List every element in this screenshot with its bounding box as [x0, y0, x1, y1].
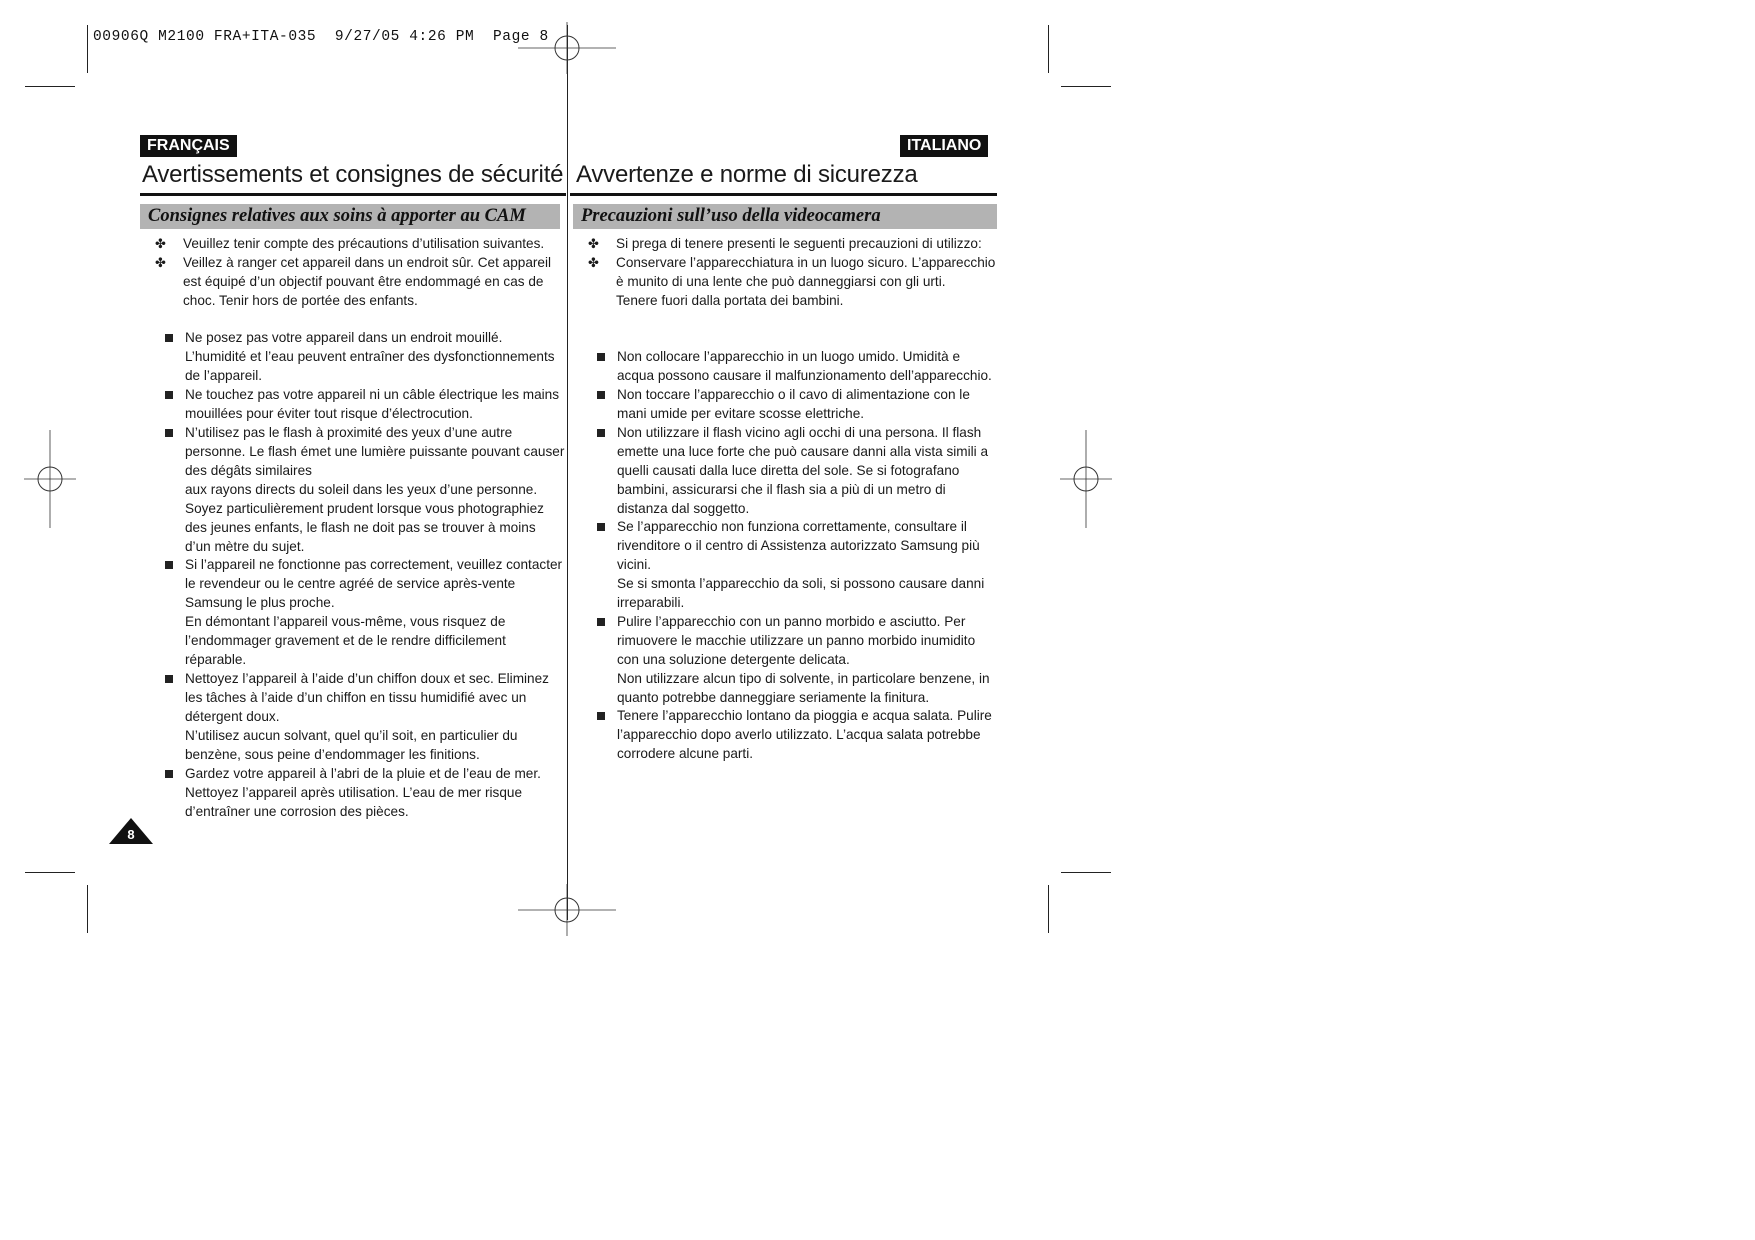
crop-mark	[1048, 885, 1049, 933]
item-text: Non toccare l’apparecchio o il cavo di alimentazione con le mani umide per evitare scosse elettriche.	[617, 387, 970, 421]
square-bullet-icon	[597, 523, 605, 531]
square-bullet-icon	[165, 675, 173, 683]
section-heading-it: Precauzioni sull’uso della videocamera	[573, 204, 997, 229]
item-text: Gardez votre appareil à l’abri de la pluie et de l’eau de mer. Nettoyez l’appareil après utilisation. L’eau de mer risque d’entraîner une corrosion des pièces.	[185, 766, 541, 819]
bullet-item-it	[597, 347, 998, 385]
item-text: Ne posez pas votre appareil dans un endroit mouillé.	[185, 330, 503, 345]
item-text: Se l’apparecchio non funziona correttamente, consultare il rivenditore o il centro di Assistenza autorizzato Samsung più vicini.	[617, 519, 980, 572]
crop-mark	[1048, 25, 1049, 73]
language-badge-it: ITALIANO	[900, 135, 988, 157]
item-text: Si prega di tenere presenti le seguenti precauzioni di utilizzo:	[616, 236, 982, 251]
square-bullet-icon	[165, 429, 173, 437]
intro-item-it	[588, 253, 998, 310]
square-bullet-icon	[597, 353, 605, 361]
intro-item-fr	[155, 234, 565, 253]
bullet-item-fr	[165, 385, 565, 423]
item-text: Se si smonta l’apparecchio da soli, si possono causare danni irreparabili.	[617, 576, 985, 610]
square-bullet-icon	[597, 391, 605, 399]
bullet-item-fr	[165, 764, 565, 821]
four-petal-cross-icon: ✤	[155, 255, 166, 270]
item-text: L’humidité et l’eau peuvent entraîner des dysfonctionnements de l’appareil.	[185, 349, 555, 383]
page-title-it: Avvertenze e norme di sicurezza	[576, 161, 918, 188]
square-bullet-icon	[597, 712, 605, 720]
registration-mark-icon	[1060, 430, 1112, 528]
bullet-item-it	[597, 517, 998, 612]
bullet-item-fr	[165, 423, 565, 556]
item-text: aux rayons directs du soleil dans les yeux d’une personne. Soyez particulièrement prudent lorsque vous photographiez des jeunes enfants, le flash ne doit pas se trouver à moins d’un mètre du sujet.	[185, 482, 544, 554]
bullet-item-it	[597, 423, 998, 518]
square-bullet-icon	[165, 770, 173, 778]
square-bullet-icon	[165, 334, 173, 342]
crop-mark	[87, 25, 88, 73]
four-petal-cross-icon: ✤	[155, 236, 166, 251]
item-text: Non utilizzare il flash vicino agli occhi di una persona. Il flash emette una luce forte che può causare danni alla vista simili a quelli causati dalla luce diretta del sole. Se si fotografano bambini, assicurarsi che il flash sia a più di un metro di distanza dal soggetto.	[617, 425, 989, 516]
print-slug: 00906Q M2100 FRA+ITA-035 9/27/05 4:26 PM Page 8	[93, 29, 549, 45]
bullet-item-it	[597, 706, 998, 763]
page-title-fr: Avertissements et consignes de sécurité	[142, 161, 564, 188]
item-text: Non collocare l’apparecchio in un luogo umido. Umidità e acqua possono causare il malfunzionamento dell’apparecchio.	[617, 349, 992, 383]
registration-mark-icon	[518, 22, 616, 74]
item-text: Tenere fuori dalla portata dei bambini.	[616, 293, 844, 308]
crop-mark	[1061, 86, 1111, 87]
intro-item-it	[588, 234, 998, 253]
crop-mark	[1061, 872, 1111, 873]
language-badge-fr: FRANÇAIS	[140, 135, 237, 157]
bullet-item-fr	[165, 328, 565, 385]
item-text: N’utilisez pas le flash à proximité des yeux d’une autre personne. Le flash émet une lumière puissante pouvant causer des dégâts similaires	[185, 425, 565, 478]
registration-mark-icon	[24, 430, 76, 528]
page-number: 8	[127, 827, 135, 842]
bullet-item-fr	[165, 669, 565, 764]
crop-mark	[25, 872, 75, 873]
item-text: Ne touchez pas votre appareil ni un câble électrique les mains mouillées pour éviter tout risque d’électrocution.	[185, 387, 560, 421]
bullet-item-it	[597, 385, 998, 423]
item-text: Non utilizzare alcun tipo di solvente, in particolare benzene, in quanto potrebbe danneggiare seriamente la finitura.	[617, 671, 990, 705]
item-text: N’utilisez aucun solvant, quel qu’il soit, en particulier du benzène, sous peine d’endommager les finitions.	[185, 728, 518, 762]
item-text: Veuillez tenir compte des précautions d’utilisation suivantes.	[183, 236, 545, 251]
title-rule	[140, 193, 566, 196]
square-bullet-icon	[165, 561, 173, 569]
bullet-item-it	[597, 612, 998, 707]
item-text: Nettoyez l’appareil à l’aide d’un chiffon doux et sec. Eliminez les tâches à l’aide d’un chiffon en tissu humidifié avec un détergent doux.	[185, 671, 549, 724]
fold-line	[567, 25, 568, 920]
registration-mark-icon	[518, 884, 616, 936]
square-bullet-icon	[597, 618, 605, 626]
item-text: Tenere l’apparecchio lontano da pioggia e acqua salata. Pulire l’apparecchio dopo averlo utilizzato. L’acqua salata potrebbe corrodere alcune parti.	[617, 708, 992, 761]
crop-mark	[25, 86, 75, 87]
section-heading-fr: Consignes relatives aux soins à apporter au CAM	[140, 204, 560, 229]
title-rule	[570, 193, 997, 196]
square-bullet-icon	[597, 429, 605, 437]
item-text: En démontant l’appareil vous-même, vous risquez de l’endommager gravement et de le rendre difficilement réparable.	[185, 614, 506, 667]
four-petal-cross-icon: ✤	[588, 255, 599, 270]
item-text: Si l’appareil ne fonctionne pas correctement, veuillez contacter le revendeur ou le centre agréé de service après-vente Samsung le plus proche.	[185, 557, 563, 610]
four-petal-cross-icon: ✤	[588, 236, 599, 251]
item-text: Pulire l’apparecchio con un panno morbido e asciutto. Per rimuovere le macchie utilizzare un panno morbido inumidito con una soluzione detergente delicata.	[617, 614, 976, 667]
square-bullet-icon	[165, 391, 173, 399]
bullet-item-fr	[165, 555, 565, 669]
item-text: Conservare l’apparecchiatura in un luogo sicuro. L’apparecchio è munito di una lente che può danneggiarsi con gli urti.	[616, 255, 996, 289]
page-number-badge	[109, 818, 153, 844]
item-text: Veillez à ranger cet appareil dans un endroit sûr. Cet appareil est équipé d’un objectif pouvant être endommagé en cas de choc. Tenir hors de portée des enfants.	[183, 255, 552, 308]
crop-mark	[87, 885, 88, 933]
intro-item-fr	[155, 253, 565, 310]
